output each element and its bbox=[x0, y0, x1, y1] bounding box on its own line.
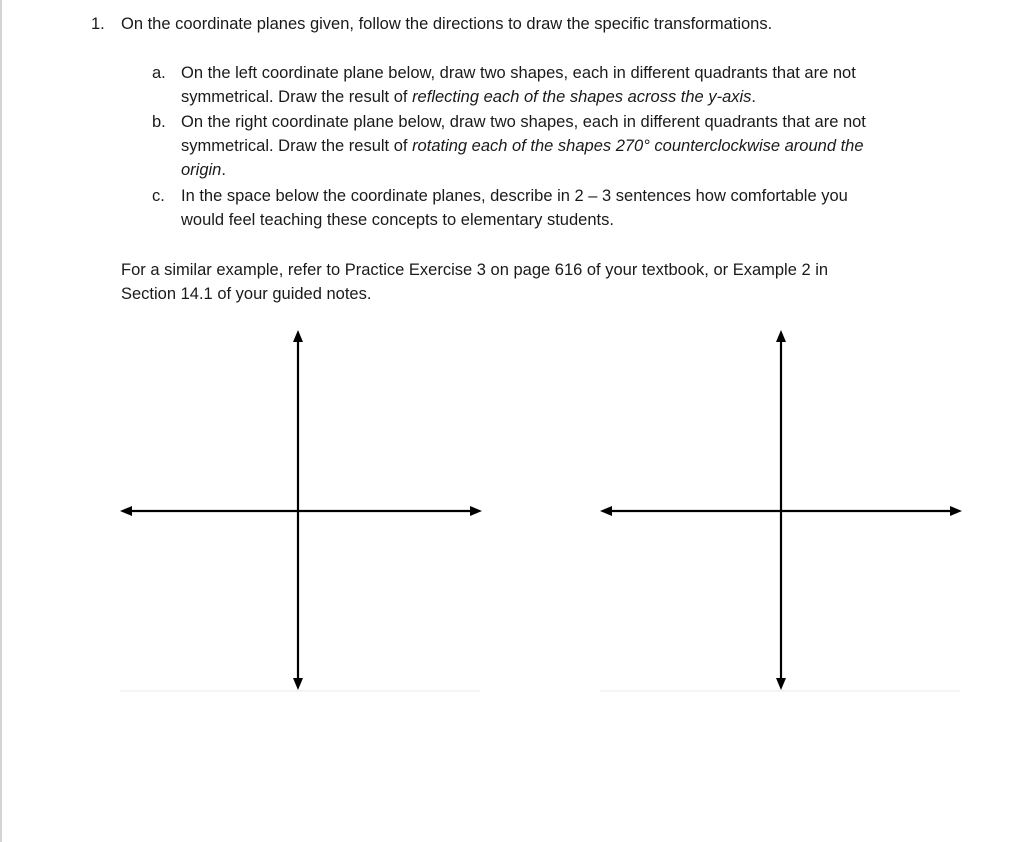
part-a-line2-end: . bbox=[751, 88, 757, 106]
left-coordinate-plane[interactable] bbox=[118, 328, 484, 696]
part-c-label: c. bbox=[152, 187, 165, 205]
part-b-line3-end: . bbox=[221, 161, 226, 179]
question-prompt: On the coordinate planes given, follow the directions to draw the specific transformations. bbox=[121, 15, 773, 33]
part-a-line2 bbox=[181, 85, 756, 109]
part-c-line2: would feel teaching these concepts to elementary students. bbox=[181, 211, 614, 229]
right-y-axis-arrow-down bbox=[776, 678, 786, 690]
part-b-line1: On the right coordinate plane below, draw two shapes, each in different quadrants that are not bbox=[181, 113, 866, 131]
page-edge bbox=[0, 0, 2, 842]
question-number: 1. bbox=[91, 15, 105, 33]
part-b-line3 bbox=[181, 158, 226, 182]
reference-line2: Section 14.1 of your guided notes. bbox=[121, 285, 372, 303]
part-b-line2-italic: rotating each of the shapes 270° counterclockwise around the bbox=[412, 137, 864, 155]
left-x-axis-arrow-left bbox=[120, 506, 132, 516]
left-y-axis-arrow-down bbox=[293, 678, 303, 690]
part-a-label: a. bbox=[152, 64, 166, 82]
part-a-line1: On the left coordinate plane below, draw two shapes, each in different quadrants that are not bbox=[181, 64, 856, 82]
reference-line1: For a similar example, refer to Practice Exercise 3 on page 616 of your textbook, or Example 2 in bbox=[121, 261, 829, 279]
right-x-axis-arrow-right bbox=[950, 506, 962, 516]
part-b-line2 bbox=[181, 134, 864, 158]
part-a-line2-text: symmetrical. Draw the result of bbox=[181, 88, 413, 106]
right-coordinate-plane[interactable] bbox=[598, 328, 964, 696]
part-b-label: b. bbox=[152, 113, 166, 131]
right-y-axis-arrow-up bbox=[776, 330, 786, 342]
part-b-line2-text: symmetrical. Draw the result of bbox=[181, 137, 413, 155]
left-x-axis-arrow-right bbox=[470, 506, 482, 516]
part-b-line3-italic: origin bbox=[181, 161, 222, 179]
left-y-axis-arrow-up bbox=[293, 330, 303, 342]
part-a-line2-italic: reflecting each of the shapes across the y-axis bbox=[412, 88, 752, 106]
right-x-axis-arrow-left bbox=[600, 506, 612, 516]
part-c-line1: In the space below the coordinate planes, describe in 2 – 3 sentences how comfortable you bbox=[181, 187, 848, 205]
